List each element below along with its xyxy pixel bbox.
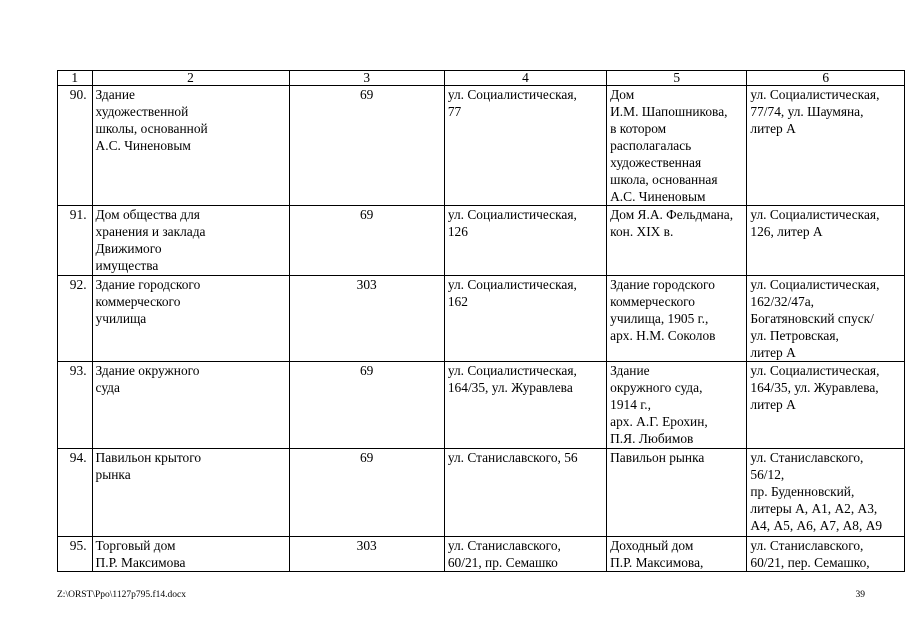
object-description: Здание окружного суда, 1914 г., арх. А.Г. Ерохин, П.Я. Любимов (607, 362, 747, 449)
header-cell: 4 (444, 71, 606, 86)
row-number: 90. (58, 86, 93, 206)
object-code: 69 (289, 362, 444, 449)
object-name: Торговый дом П.Р. Максимова (92, 537, 289, 572)
object-location: ул. Станиславского, 60/21, пер. Семашко, (747, 537, 905, 572)
object-address: ул. Социалистическая, 164/35, ул. Журавлева (444, 362, 606, 449)
table-row (58, 276, 905, 362)
footer-file-path: Z:\ORST\Ppo\1127p795.f14.docx (57, 590, 186, 600)
object-location: ул. Социалистическая, 162/32/47а, Богатяновский спуск/ ул. Петровская, литер А (747, 276, 905, 362)
object-description: Дом И.М. Шапошникова, в котором располагалась художественная школа, основанная А.С. Чиненовым (607, 86, 747, 206)
object-code: 303 (289, 276, 444, 362)
object-address: ул. Социалистическая, 77 (444, 86, 606, 206)
object-location: ул. Социалистическая, 77/74, ул. Шаумяна, литер А (747, 86, 905, 206)
header-cell: 3 (289, 71, 444, 86)
header-cell: 1 (58, 71, 93, 86)
object-name: Павильон крытого рынка (92, 449, 289, 537)
heritage-objects-table (57, 70, 905, 572)
object-description: Доходный дом П.Р. Максимова, (607, 537, 747, 572)
object-location: ул. Социалистическая, 126, литер А (747, 206, 905, 276)
row-number: 92. (58, 276, 93, 362)
table-row (58, 449, 905, 537)
object-name: Здание окружного суда (92, 362, 289, 449)
object-code: 69 (289, 206, 444, 276)
object-name: Дом общества для хранения и заклада Движимого имущества (92, 206, 289, 276)
table-row (58, 362, 905, 449)
object-name: Здание городского коммерческого училища (92, 276, 289, 362)
header-cell: 5 (607, 71, 747, 86)
row-number: 93. (58, 362, 93, 449)
table-row (58, 537, 905, 572)
row-number: 95. (58, 537, 93, 572)
header-cell: 2 (92, 71, 289, 86)
object-description: Павильон рынка (607, 449, 747, 537)
header-cell: 6 (747, 71, 905, 86)
table-row (58, 86, 905, 206)
object-code: 69 (289, 449, 444, 537)
object-address: ул. Станиславского, 56 (444, 449, 606, 537)
row-number: 91. (58, 206, 93, 276)
object-description: Здание городского коммерческого училища, 1905 г., арх. Н.М. Соколов (607, 276, 747, 362)
page-number: 39 (855, 590, 865, 600)
object-code: 303 (289, 537, 444, 572)
object-location: ул. Станиславского, 56/12, пр. Буденновский, литеры А, А1, А2, А3, А4, А5, А6, А7, А8, А9 (747, 449, 905, 537)
object-address: ул. Социалистическая, 162 (444, 276, 606, 362)
object-address: ул. Социалистическая, 126 (444, 206, 606, 276)
object-code: 69 (289, 86, 444, 206)
object-description: Дом Я.А. Фельдмана, кон. XIX в. (607, 206, 747, 276)
object-location: ул. Социалистическая, 164/35, ул. Журавлева, литер А (747, 362, 905, 449)
object-address: ул. Станиславского, 60/21, пр. Семашко (444, 537, 606, 572)
table-header-row (58, 71, 905, 86)
table-row (58, 206, 905, 276)
object-name: Здание художественной школы, основанной А.С. Чиненовым (92, 86, 289, 206)
row-number: 94. (58, 449, 93, 537)
